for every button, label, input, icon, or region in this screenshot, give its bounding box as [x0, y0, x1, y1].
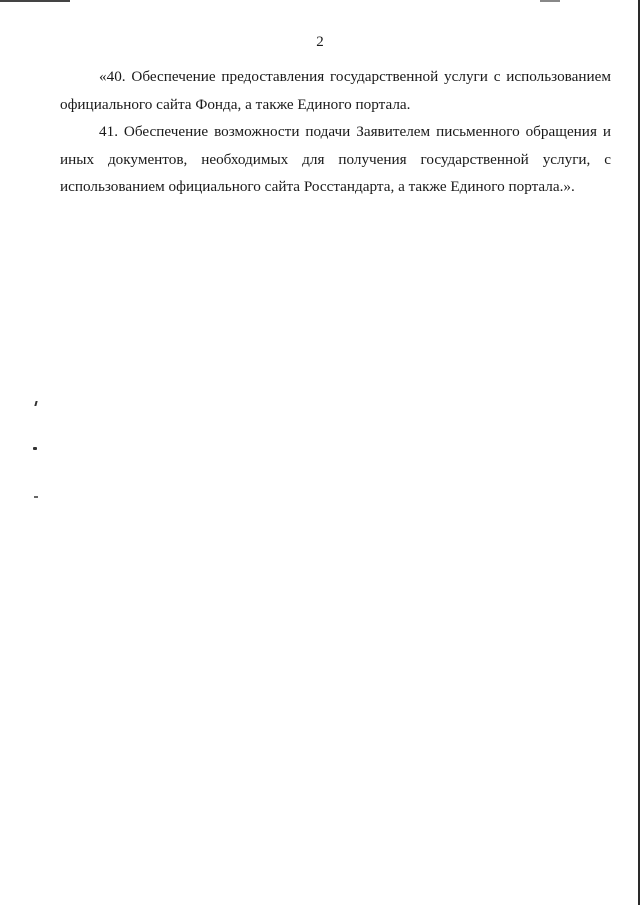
paragraph-40: «40. Обеспечение предоставления государственной услуги с использованием официального сайта Фонда, а также Единого портала. — [60, 68, 611, 113]
scan-top-edge — [0, 0, 640, 2]
document-body — [60, 63, 611, 201]
scan-artifact — [33, 447, 37, 450]
scan-artifact — [34, 496, 38, 498]
scan-artifact — [34, 401, 37, 406]
page-number: 2 — [316, 34, 324, 50]
paragraph-41: 41. Обеспечение возможности подачи Заявителем письменного обращения и иных документов, необходимых для получения государственной услуги, с использованием официального сайта Росстандарта, а также Единого портала.». — [60, 123, 611, 195]
